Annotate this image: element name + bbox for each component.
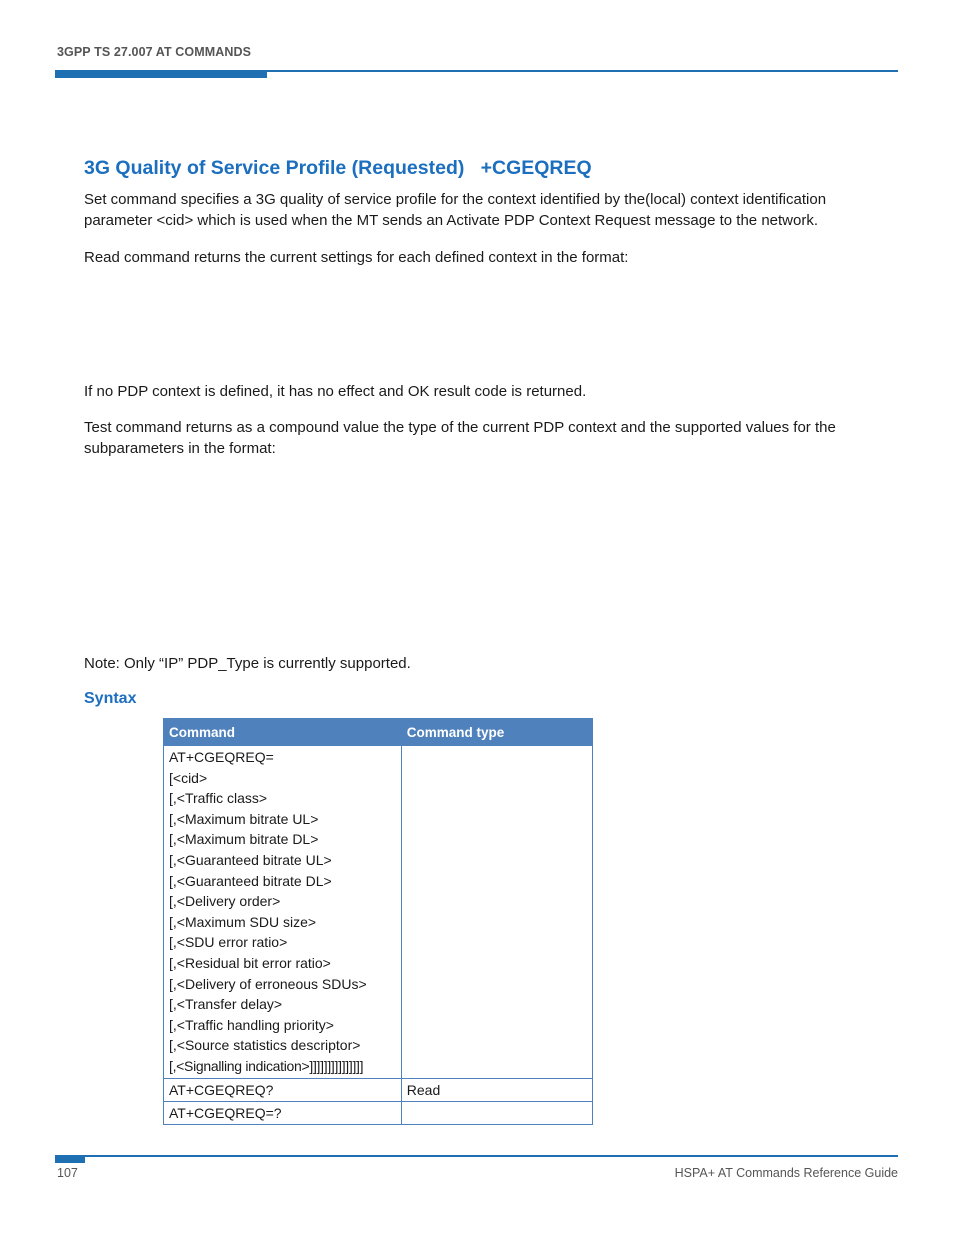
- paragraph-read-command: Read command returns the current settings for each defined context in the format:: [84, 249, 629, 266]
- command-line: [,<Guaranteed bitrate DL>: [169, 872, 332, 889]
- command-line: [,<Delivery order>: [169, 893, 281, 910]
- command-type-cell: [401, 1101, 592, 1124]
- command-cell: [164, 1078, 402, 1101]
- paragraph-note: Note: Only “IP” PDP_Type is currently supported.: [84, 655, 411, 672]
- command-line: [,<Maximum SDU size>: [169, 913, 317, 930]
- table-row: [164, 746, 593, 1079]
- paragraph-test-command: Test command returns as a compound value the type of the current PDP context and the supported values for the subparameters in the format:: [84, 419, 836, 457]
- command-line: [,<Maximum bitrate UL>: [169, 810, 319, 827]
- table-row: [164, 1101, 593, 1124]
- command-type-cell: [401, 1078, 592, 1101]
- footer-accent-bar: [55, 1155, 85, 1163]
- footer-rule: [55, 1155, 898, 1157]
- command-type-cell: [401, 746, 592, 1079]
- command-line: [,<Maximum bitrate DL>: [169, 831, 319, 848]
- command-line: [,<Traffic class>: [169, 790, 268, 807]
- page-number: 107: [57, 1166, 78, 1180]
- command-line: [,<Source statistics descriptor>: [169, 1037, 361, 1054]
- column-header-command: Command: [164, 719, 402, 746]
- header-section-title: 3GPP TS 27.007 AT COMMANDS: [57, 45, 252, 59]
- paragraph-set-command: Set command specifies a 3G quality of service profile for the context identified by the(local) context identification parameter <cid> which is used when the MT sends an Activate PDP Context Request message to the network.: [84, 191, 827, 229]
- command-line: [,<Signalling indication>]]]]]]]]]]]]]]]: [169, 1057, 364, 1074]
- command-line: [,<Traffic handling priority>: [169, 1016, 334, 1033]
- command-line: [,<Residual bit error ratio>: [169, 954, 331, 971]
- command-type-text: Read: [406, 1081, 441, 1098]
- section-title: 3G Quality of Service Profile (Requested) +CGEQREQ: [84, 157, 592, 179]
- table-header-row: [164, 719, 593, 746]
- command-cell: [164, 746, 402, 1079]
- command-cell: [164, 1101, 402, 1124]
- header-accent-bar: [55, 70, 267, 78]
- command-line: [,<Transfer delay>: [169, 996, 283, 1013]
- command-line: AT+CGEQREQ=: [169, 749, 274, 765]
- command-line: [<cid>: [169, 769, 208, 786]
- table-row: [164, 1078, 593, 1101]
- syntax-heading: Syntax: [84, 690, 137, 707]
- paragraph-no-context: If no PDP context is defined, it has no effect and OK result code is returned.: [84, 383, 587, 400]
- command-text: AT+CGEQREQ?: [169, 1081, 274, 1098]
- syntax-table: [163, 718, 593, 1125]
- command-line: [,<Guaranteed bitrate UL>: [169, 851, 332, 868]
- command-line: [,<SDU error ratio>: [169, 934, 288, 951]
- command-text: AT+CGEQREQ=?: [169, 1104, 282, 1121]
- command-line: [,<Delivery of erroneous SDUs>: [169, 975, 367, 992]
- footer-document-title: HSPA+ AT Commands Reference Guide: [674, 1166, 898, 1180]
- column-header-command-type: Command type: [401, 719, 592, 746]
